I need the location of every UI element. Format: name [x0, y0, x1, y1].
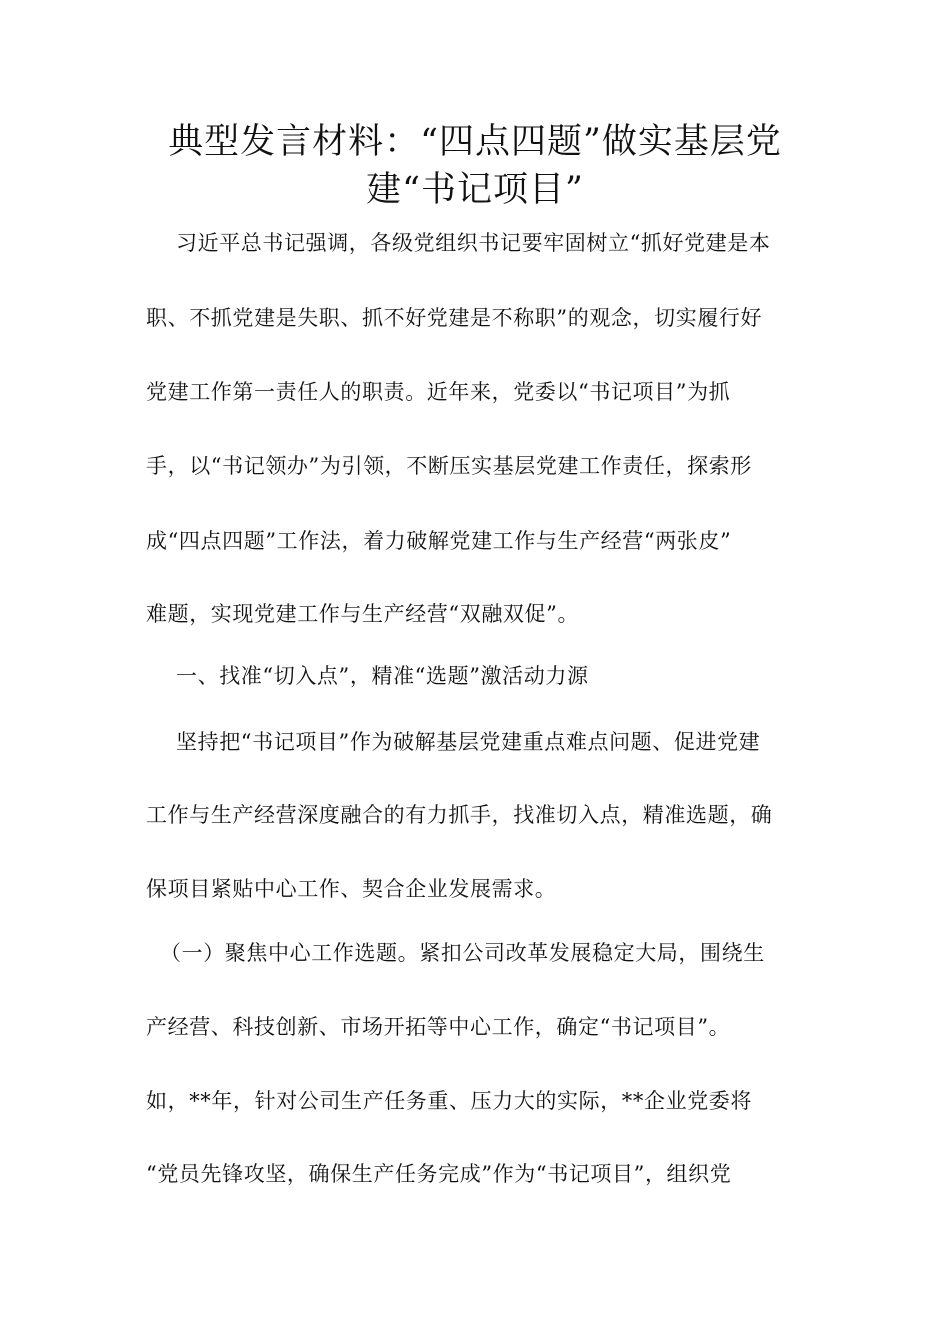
- paragraph-line: 坚持把“书记项目”作为破解基层党建重点难点问题、促进党建: [176, 730, 761, 754]
- paragraph-line: 产经营、科技创新、市场开拓等中心工作，确定“书记项目”。: [146, 1015, 731, 1039]
- paragraph-line: 难题，实现党建工作与生产经营“双融双促”。: [146, 602, 580, 626]
- section-heading: 一、找准“切入点”，精准“选题”激活动力源: [176, 664, 589, 688]
- paragraph-line: 如，**年，针对公司生产任务重、压力大的实际，**企业党委将: [146, 1089, 752, 1113]
- paragraph-line: 成“四点四题”工作法，着力破解党建工作与生产经营“两张皮”: [146, 529, 732, 553]
- paragraph-line: 手，以“书记领办”为引领，不断压实基层党建工作责任，探索形: [146, 454, 752, 478]
- paragraph-line: 职、不抓党建是失职、抓不好党建是不称职”的观念，切实履行好: [146, 306, 763, 330]
- subsection-line: （一）聚焦中心工作选题。紧扣公司改革发展稳定大局，围绕生: [160, 941, 765, 965]
- document-title-line-2: 建“书记项目”: [366, 170, 584, 210]
- paragraph-line: 工作与生产经营深度融合的有力抓手，找准切入点，精准选题，确: [146, 803, 773, 827]
- paragraph-line: “党员先锋攻坚，确保生产任务完成”作为“书记项目”，组织党: [146, 1162, 732, 1186]
- document-title-line-1: 典型发言材料：“四点四题”做实基层党: [168, 122, 782, 162]
- paragraph-line: 保项目紧贴中心工作、契合企业发展需求。: [146, 877, 557, 901]
- paragraph-line: 党建工作第一责任人的职责。近年来，党委以“书记项目”为抓: [146, 380, 731, 404]
- paragraph-line: 习近平总书记强调，各级党组织书记要牢固树立“抓好党建是本: [176, 231, 771, 255]
